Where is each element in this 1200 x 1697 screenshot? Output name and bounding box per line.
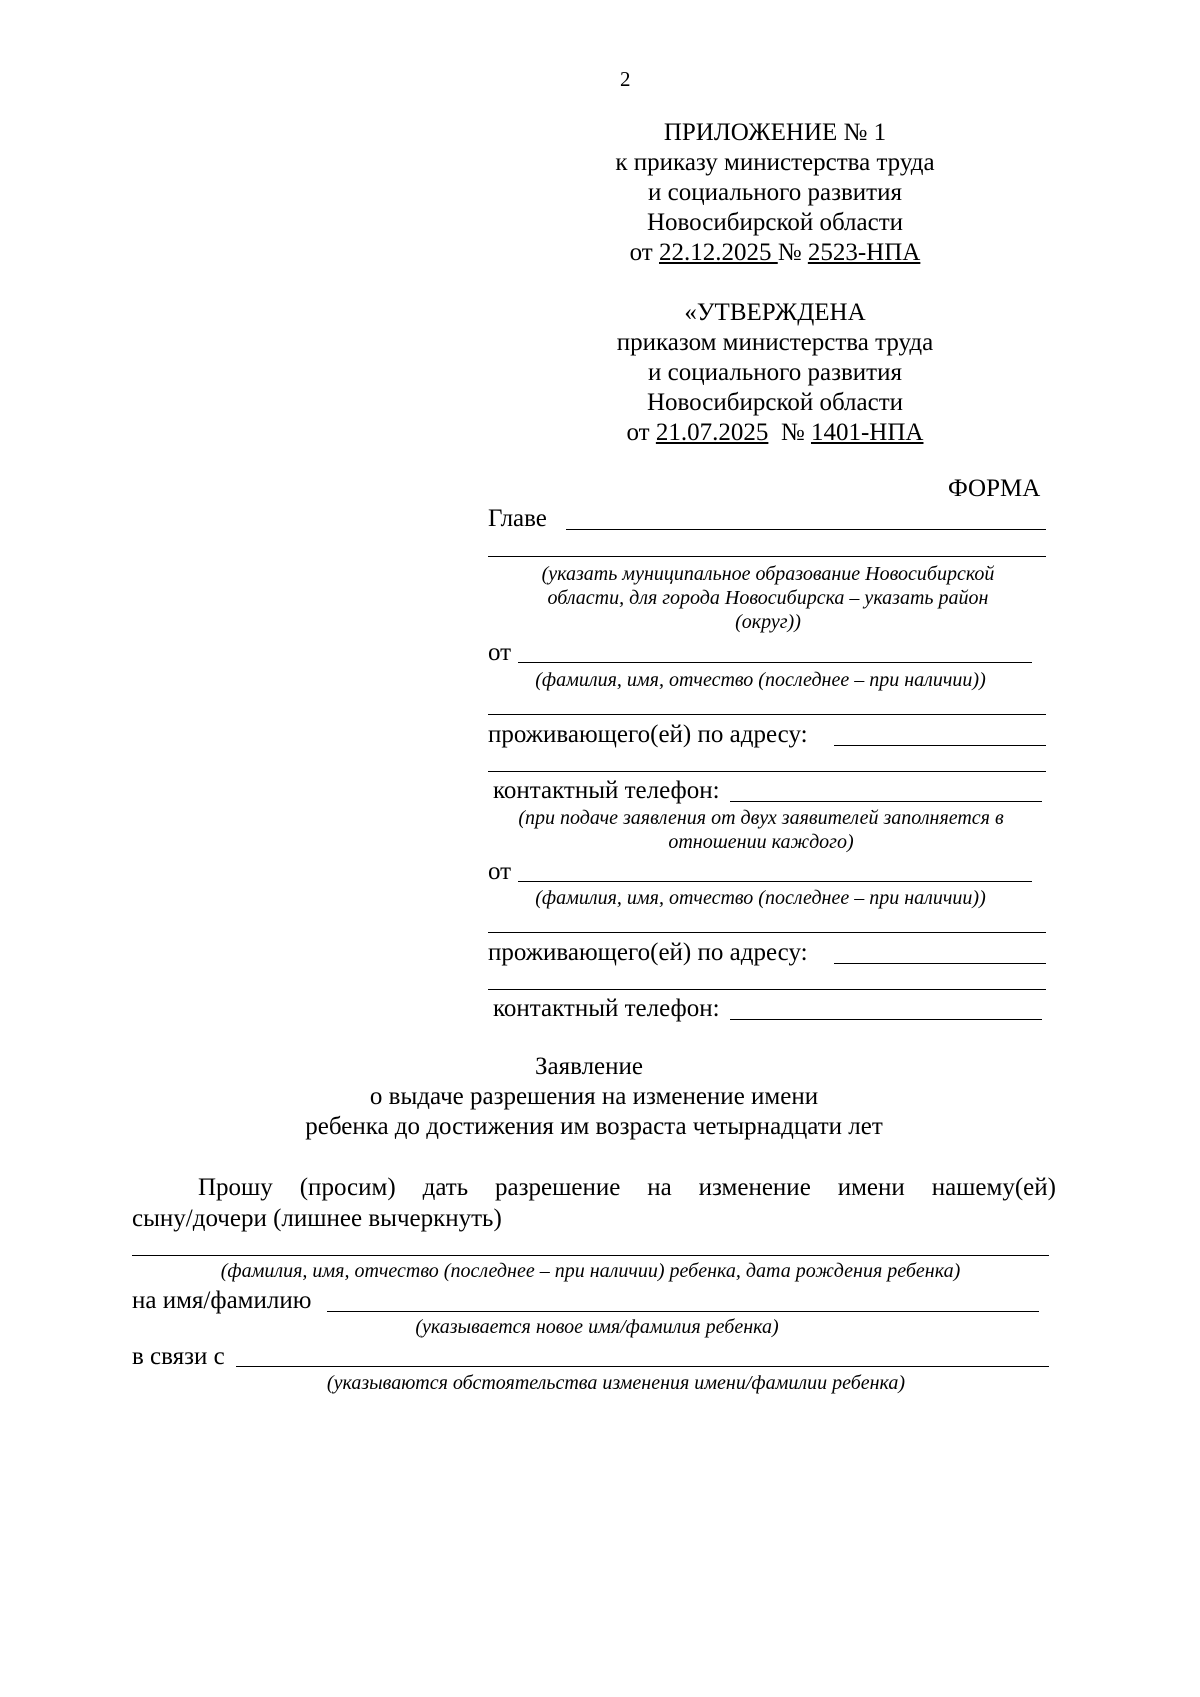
request-word: нашему(ей) xyxy=(931,1174,1056,1201)
applicant1-phone-line[interactable] xyxy=(730,801,1042,802)
municipality-hint xyxy=(488,562,1048,634)
request-word: на xyxy=(647,1174,672,1201)
new-name-line[interactable] xyxy=(327,1311,1039,1312)
from-label-2: от xyxy=(488,858,512,885)
address-label-1: проживающего(ей) по адресу: xyxy=(488,721,808,748)
request-word: дать xyxy=(422,1174,469,1201)
applicant2-address-line-2[interactable] xyxy=(488,989,1046,990)
child-hint: (фамилия, имя, отчество (последнее – при наличии) ребенка, дата рождения ребенка) xyxy=(220,1260,961,1282)
approved-number: 1401-НПА xyxy=(810,419,924,446)
applicant2-phone-line[interactable] xyxy=(730,1019,1042,1020)
request-word: изменение xyxy=(698,1174,811,1201)
statement-subtitle-line-2: ребенка до достижения им возраста четырнадцати лет xyxy=(305,1113,883,1140)
approved-line-2: и социального развития xyxy=(648,359,902,386)
page-number: 2 xyxy=(620,67,631,91)
appendix-line-3: Новосибирской области xyxy=(646,209,904,236)
form-label: ФОРМА xyxy=(948,475,1041,502)
request-word: имени xyxy=(837,1174,905,1201)
municipality-hint-line-2: области, для города Новосибирска – указать район xyxy=(547,587,989,609)
appendix-date-prefix: от xyxy=(629,239,659,266)
head-label: Главе xyxy=(488,505,547,532)
municipality-input-line[interactable] xyxy=(488,556,1046,557)
appendix-line-2: и социального развития xyxy=(648,179,902,206)
reason-line[interactable] xyxy=(236,1366,1049,1367)
request-word: Прошу xyxy=(198,1174,273,1201)
appendix-number-prefix: № xyxy=(777,239,808,266)
two-applicants-hint-line-2: отношении каждого) xyxy=(668,831,854,853)
phone-label-2: контактный телефон: xyxy=(493,995,720,1022)
municipality-hint-line-3: (округ)) xyxy=(735,611,801,633)
applicant1-address-line[interactable] xyxy=(834,745,1046,746)
applicant1-fio-line-2[interactable] xyxy=(488,714,1046,715)
new-name-label: на имя/фамилию xyxy=(132,1287,312,1314)
reason-label: в связи с xyxy=(132,1343,225,1370)
statement-title: Заявление xyxy=(534,1053,644,1080)
appendix-date: 22.12.2025 xyxy=(659,239,778,266)
approved-date-line xyxy=(560,418,990,448)
request-line-2: сыну/дочери (лишнее вычеркнуть) xyxy=(132,1205,502,1232)
applicant1-address-line-2[interactable] xyxy=(488,771,1046,772)
statement-title-block xyxy=(130,1052,1058,1142)
two-applicants-hint-line-1: (при подаче заявления от двух заявителей заполняется в xyxy=(518,807,1004,829)
approved-line-1: приказом министерства труда xyxy=(616,329,934,356)
request-word: (просим) xyxy=(299,1174,396,1201)
statement-subtitle-line-1: о выдаче разрешения на изменение имени xyxy=(369,1083,819,1110)
approved-block xyxy=(560,298,990,448)
child-info-line[interactable] xyxy=(132,1255,1049,1256)
approved-date: 21.07.2025 xyxy=(655,419,769,446)
address-label-2: проживающего(ей) по адресу: xyxy=(488,939,808,966)
applicant2-address-line[interactable] xyxy=(834,963,1046,964)
applicant2-fio-line[interactable] xyxy=(518,881,1032,882)
appendix-date-line xyxy=(560,238,990,268)
head-input-line[interactable] xyxy=(566,529,1046,530)
appendix-number: 2523-НПА xyxy=(807,239,921,266)
approved-title: «УТВЕРЖДЕНА xyxy=(684,299,866,326)
municipality-hint-line-1: (указать муниципальное образование Новосибирской xyxy=(541,563,995,585)
two-applicants-hint xyxy=(488,806,1034,854)
phone-label-1: контактный телефон: xyxy=(493,777,720,804)
fio-hint-1: (фамилия, имя, отчество (последнее – при наличии)) xyxy=(535,669,986,691)
new-name-hint: (указывается новое имя/фамилия ребенка) xyxy=(415,1316,779,1338)
applicant2-fio-line-2[interactable] xyxy=(488,932,1046,933)
approved-date-prefix: от xyxy=(626,419,656,446)
approved-line-3: Новосибирской области xyxy=(646,389,904,416)
appendix-line-1: к приказу министерства труда xyxy=(615,149,935,176)
approved-number-prefix: № xyxy=(768,419,811,446)
appendix-title: ПРИЛОЖЕНИЕ № 1 xyxy=(663,119,887,146)
applicant1-fio-line[interactable] xyxy=(518,662,1032,663)
appendix-block xyxy=(560,118,990,268)
fio-hint-2: (фамилия, имя, отчество (последнее – при наличии)) xyxy=(535,887,986,909)
reason-hint: (указываются обстоятельства изменения имени/фамилии ребенка) xyxy=(326,1372,906,1394)
from-label-1: от xyxy=(488,639,512,666)
request-word: разрешение xyxy=(495,1174,621,1201)
request-line-1 xyxy=(198,1173,1056,1203)
